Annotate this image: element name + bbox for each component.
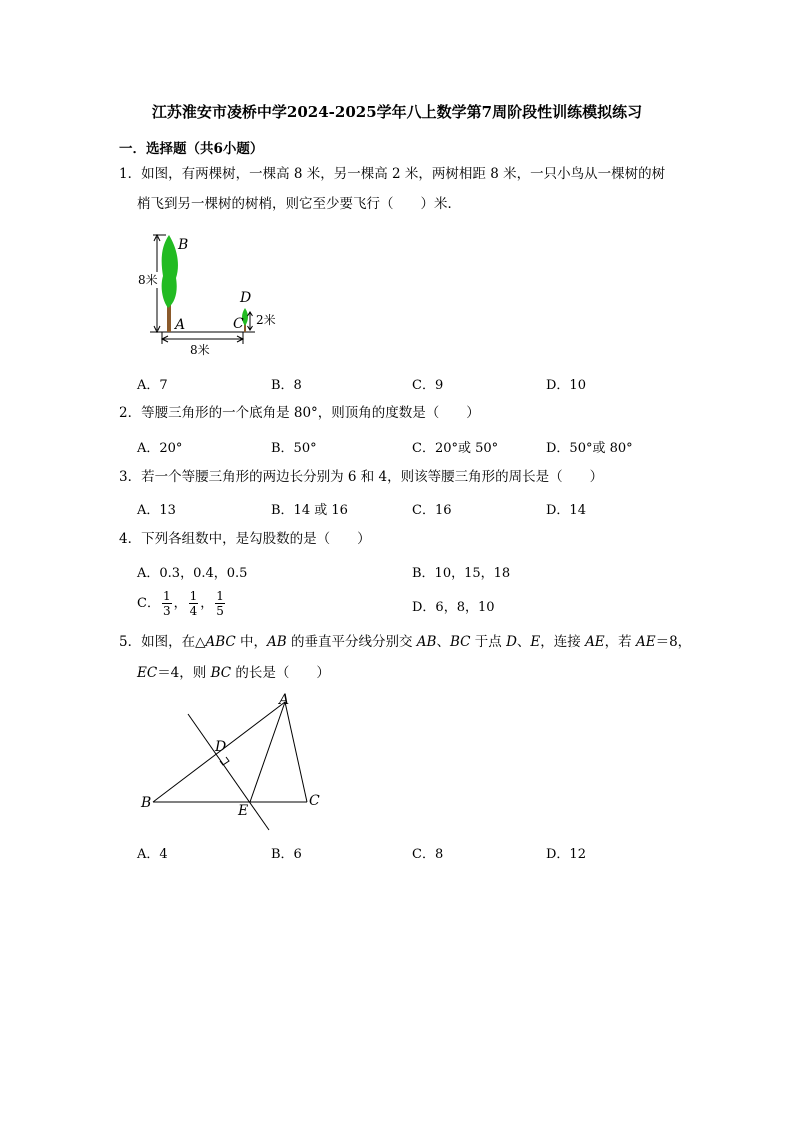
q2-option-b[interactable]: B．50° <box>271 441 317 456</box>
point-label-a: A <box>175 317 186 333</box>
fraction: $\frac{1}{3}$ <box>162 589 171 618</box>
q1-option-d[interactable]: D．10 <box>546 378 586 393</box>
perpendicular-bisector-line <box>188 714 269 830</box>
question-2-line-1: 2．等腰三角形的一个底角是 80°，则顶角的度数是（ ） <box>119 405 480 421</box>
question-3-line-1: 3．若一个等腰三角形的两边长分别为 6 和 4，则该等腰三角形的周长是（ ） <box>119 469 604 485</box>
q5-option-a[interactable]: A．4 <box>137 847 168 862</box>
point-label-b: B <box>141 795 152 811</box>
point-label-d: D <box>215 739 227 755</box>
fraction: $\frac{1}{4}$ <box>189 589 198 618</box>
q3-option-d[interactable]: D．14 <box>546 503 586 518</box>
point-label-c: C <box>309 793 320 809</box>
question-5-line-1: 5．如图，在△ABC 中，AB 的垂直平分线分别交 AB、BC 于点 D、E，连接 AE，若 AE＝8， <box>119 634 692 650</box>
q4-option-b[interactable]: B．10，15，18 <box>412 566 511 581</box>
q2-option-c[interactable]: C．20°或 50° <box>412 441 499 456</box>
point-label-a: A <box>279 692 290 708</box>
point-label-d: D <box>240 290 252 306</box>
tall-tree-foliage <box>162 235 178 308</box>
tree-diagram <box>130 228 290 358</box>
q3-option-a[interactable]: A．13 <box>137 503 176 518</box>
height-label-2m: 2米 <box>256 313 276 327</box>
q4-option-a[interactable]: A．0.3，0.4，0.5 <box>137 566 248 581</box>
q4-option-d[interactable]: D．6，8，10 <box>412 600 495 615</box>
distance-label-8m: 8米 <box>190 343 210 357</box>
segment-ae <box>250 702 285 802</box>
q1-option-a[interactable]: A．7 <box>137 378 168 393</box>
q5-option-c[interactable]: C．8 <box>412 847 444 862</box>
q4-option-c-label: C． <box>137 596 160 611</box>
page-title: 江苏淮安市凌桥中学2024-2025学年八上数学第7周阶段性训练模拟练习 <box>151 103 643 121</box>
question-1-line-1: 1．如图，有两棵树，一棵高 8 米，另一棵高 2 米，两树相距 8 米，一只小鸟从一棵树的树 <box>119 166 666 182</box>
triangle-diagram <box>135 690 335 840</box>
point-label-c: C <box>233 316 244 332</box>
q3-option-b[interactable]: B．14 或 16 <box>271 503 348 518</box>
point-label-e: E <box>238 803 249 819</box>
q5-option-d[interactable]: D．12 <box>546 847 586 862</box>
q2-option-d[interactable]: D．50°或 80° <box>546 441 633 456</box>
q1-option-c[interactable]: C．9 <box>412 378 444 393</box>
question-1-line-2: 梢飞到另一棵树的树梢，则它至少要飞行（ ）米． <box>137 196 461 212</box>
q2-option-a[interactable]: A．20° <box>137 441 183 456</box>
q5-option-b[interactable]: B．6 <box>271 847 302 862</box>
q4-option-c[interactable]: C． $\frac{1}{3}$ ， $\frac{1}{4}$ ， $\frac{1}{5}$ <box>137 589 224 618</box>
fraction: $\frac{1}{5}$ <box>216 589 224 618</box>
height-label-8m: 8米 <box>138 273 158 287</box>
section-heading: 一．选择题（共6小题） <box>119 141 264 157</box>
q1-option-b[interactable]: B．8 <box>271 378 302 393</box>
q3-option-c[interactable]: C．16 <box>412 503 452 518</box>
question-5-line-2: EC＝4，则 BC 的长是（ ） <box>137 665 330 681</box>
point-label-b: B <box>178 237 189 253</box>
question-4-line-1: 4．下列各组数中，是勾股数的是（ ） <box>119 531 371 547</box>
segment-ac <box>285 702 307 802</box>
